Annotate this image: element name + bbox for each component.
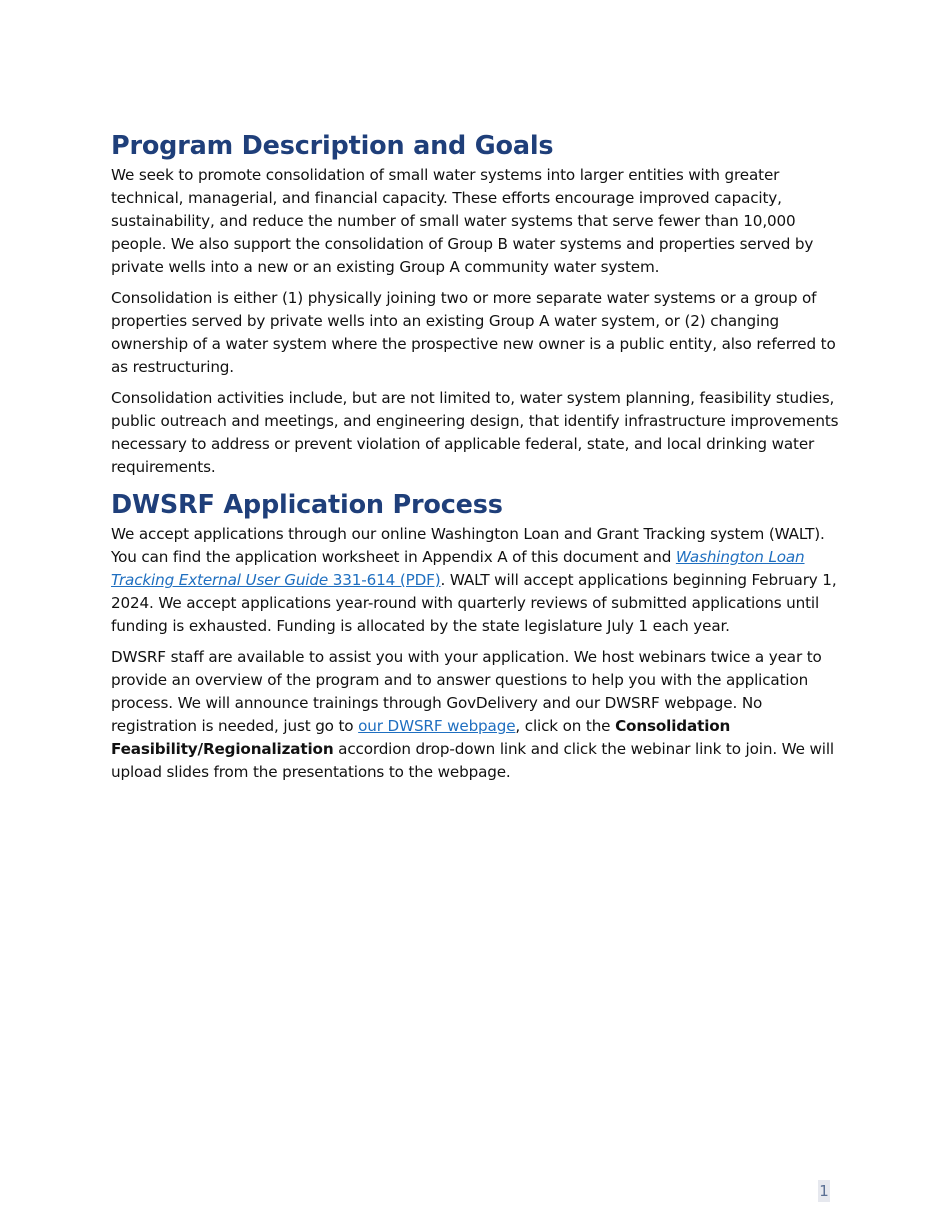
- document-page: [111, 128, 843, 792]
- text-segment: , click on the: [515, 717, 616, 735]
- text-segment: We accept applications through our online Washington Loan and Grant Tracking system (WALT). You can find the application worksheet in Appendix A of this document and: [111, 525, 825, 566]
- text-segment: . WALT will accept applications beginning February 1, 2024. We accept applications year-round with quarterly reviews of submitted applications until funding is exhausted. Funding is allocated by the state legislature July 1 each year.: [111, 571, 837, 635]
- paragraph-application-support: [111, 646, 843, 784]
- paragraph-application-walt: [111, 523, 843, 638]
- paragraph-consolidation-definition: Consolidation is either (1) physically joining two or more separate water systems or a group of properties served by private wells into an existing Group A water system, or (2) changing ownership of a water system where the prospective new owner is a public entity, also referred to as restructuring.: [111, 289, 836, 376]
- text-segment: DWSRF staff are available to assist you with your application. We host webinars twice a year to provide an overview of the program and to answer questions to help you with the application process. We will announce trainings through GovDelivery and our DWSRF webpage. No registration is needed, just go to: [111, 648, 822, 735]
- text-segment: accordion drop-down link and click the webinar link to join. We will upload slides from the presentations to the webpage.: [111, 740, 834, 781]
- heading-program-description: Program Description and Goals: [111, 131, 554, 161]
- link-text-italic: Washington Loan Tracking External User Guide: [111, 548, 805, 589]
- paragraph-consolidation-activities: Consolidation activities include, but are not limited to, water system planning, feasibility studies, public outreach and meetings, and engineering design, that identify infrastructure improvements necessary to address or prevent violation of applicable federal, state, and local drinking water requirements.: [111, 389, 839, 476]
- heading-application-process: DWSRF Application Process: [111, 490, 503, 520]
- link-text-plain: 331-614 (PDF): [328, 571, 441, 589]
- accordion-name: Consolidation Feasibility/Regionalization: [111, 717, 731, 758]
- dwsrf-webpage-link[interactable]: our DWSRF webpage: [358, 717, 516, 735]
- paragraph-consolidation-intro: We seek to promote consolidation of small water systems into larger entities with greater technical, managerial, and financial capacity. These efforts encourage improved capacity, sustainability, and reduce the number of small water systems that serve fewer than 10,000 people. We also support the consolidation of Group B water systems and properties served by private wells into a new or an existing Group A community water system.: [111, 166, 814, 276]
- page-number: 1: [819, 1182, 829, 1200]
